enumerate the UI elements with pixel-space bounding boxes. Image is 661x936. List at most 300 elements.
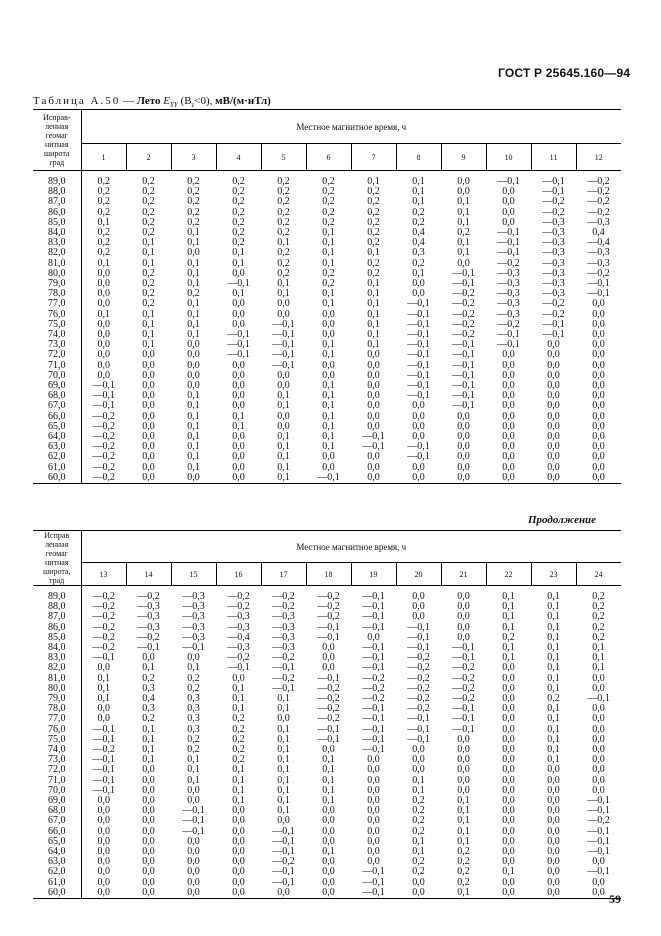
value-cell: 0,1 [412, 267, 425, 279]
latitude-cell: 72,0 [33, 350, 81, 360]
value-cell: 0,0 [592, 876, 605, 888]
value-cell: 0,1 [277, 461, 290, 473]
document-header: ГОСТ Р 25645.160—94 [498, 66, 631, 80]
value-cell: —0,1 [137, 642, 160, 654]
value-cell: 0,1 [187, 308, 200, 320]
value-cell: 0,0 [592, 703, 605, 715]
value-cell: 0,1 [277, 441, 290, 453]
value-cell: 0,1 [142, 308, 155, 320]
value-cell: 0,0 [547, 339, 560, 351]
value-cell: 0,2 [592, 591, 605, 602]
value-cell: 0,1 [97, 308, 110, 320]
latitude-cell: 74,0 [33, 745, 81, 755]
value-cell: 0,0 [457, 611, 470, 623]
value-cell: —0,1 [362, 886, 385, 898]
value-cell: 0,0 [367, 856, 380, 868]
value-cell: —0,1 [587, 693, 610, 705]
value-cell: —0,2 [452, 288, 475, 300]
value-cell: —0,2 [587, 176, 610, 187]
value-cell: —0,1 [92, 380, 115, 392]
value-cell: —0,3 [137, 601, 160, 613]
value-cell: 0,0 [142, 369, 155, 381]
value-cell: 0,1 [232, 247, 245, 259]
value-cell: —0,1 [452, 349, 475, 361]
latitude-cell: 73,0 [33, 755, 81, 765]
value-cell: 0,0 [502, 390, 515, 402]
value-cell: 0,1 [322, 420, 335, 432]
value-cell: —0,1 [407, 441, 430, 453]
caption-unit: мВ/(м·нТл) [212, 95, 271, 107]
hour-header: 14 [126, 563, 171, 586]
value-cell: 0,1 [502, 866, 515, 878]
value-cell: —0,2 [272, 672, 295, 684]
value-cell: 0,0 [592, 744, 605, 756]
latitude-cell: 69,0 [33, 796, 81, 806]
value-cell: 0,0 [547, 431, 560, 443]
value-cell: 0,0 [412, 754, 425, 766]
continuation-label: Продолжение [528, 514, 597, 526]
value-cell: 0,0 [547, 471, 560, 483]
value-cell: 0,0 [142, 846, 155, 858]
value-cell: —0,3 [182, 611, 205, 623]
latitude-cell: 77,0 [33, 714, 81, 724]
latitude-cell: 67,0 [33, 816, 81, 826]
value-cell: 0,1 [322, 380, 335, 392]
value-cell: 0,2 [97, 237, 110, 249]
value-cell: 0,0 [592, 784, 605, 796]
latitude-cell: 82,0 [33, 248, 81, 258]
value-cell: 0,0 [367, 846, 380, 858]
value-cell: 0,0 [592, 431, 605, 443]
value-cell: 0,0 [502, 369, 515, 381]
value-cell: 0,0 [412, 471, 425, 483]
value-cell: 0,1 [547, 744, 560, 756]
value-cell: 0,2 [502, 631, 515, 643]
value-cell: 0,1 [187, 662, 200, 674]
value-cell: 0,1 [187, 329, 200, 341]
value-cell: 0,1 [457, 805, 470, 817]
caption-symbol: E [160, 95, 170, 107]
row-header-line: Исправ- [42, 113, 71, 122]
value-cell: 0,0 [502, 359, 515, 371]
value-cell: —0,1 [317, 471, 340, 483]
value-cell: 0,1 [187, 298, 200, 310]
value-cell: 0,2 [322, 216, 335, 228]
value-cell: 0,0 [232, 461, 245, 473]
value-cell: 0,1 [187, 410, 200, 422]
value-cell: 0,0 [142, 866, 155, 878]
value-cell: —0,3 [227, 621, 250, 633]
value-cell: 0,0 [592, 420, 605, 432]
value-cell: —0,1 [272, 835, 295, 847]
value-cell: 0,1 [142, 237, 155, 249]
latitude-cell: 83,0 [33, 653, 81, 663]
value-cell: —0,3 [182, 591, 205, 602]
value-cell: —0,3 [542, 227, 565, 239]
value-cell: —0,3 [182, 631, 205, 643]
value-cell: 0,1 [322, 247, 335, 259]
value-cell: 0,1 [187, 451, 200, 463]
value-cell: 0,0 [367, 369, 380, 381]
value-cell: —0,1 [587, 795, 610, 807]
value-cell: —0,1 [452, 400, 475, 412]
value-cell: —0,1 [542, 186, 565, 198]
value-cell: 0,1 [457, 825, 470, 837]
value-cell: 0,0 [322, 652, 335, 664]
value-cell: 0,2 [142, 196, 155, 208]
value-cell: 0,1 [592, 642, 605, 654]
value-cell: 0,0 [187, 795, 200, 807]
latitude-cell: 71,0 [33, 776, 81, 786]
value-cell: 0,2 [142, 206, 155, 218]
value-cell: 0,0 [322, 876, 335, 888]
value-cell: 0,1 [322, 410, 335, 422]
value-cell: —0,2 [92, 471, 115, 483]
value-cell: 0,0 [547, 451, 560, 463]
hour-header: 8 [396, 144, 441, 171]
value-cell: 0,2 [142, 176, 155, 187]
value-cell: 0,0 [547, 441, 560, 453]
hour-header: 17 [261, 563, 306, 586]
value-cell: 0,2 [97, 206, 110, 218]
value-cell: 0,0 [367, 359, 380, 371]
value-cell: 0,0 [187, 784, 200, 796]
value-cell: 0,2 [412, 216, 425, 228]
value-cell: 0,1 [367, 339, 380, 351]
latitude-cell: 67,0 [33, 401, 81, 411]
value-cell: —0,3 [272, 631, 295, 643]
value-cell: 0,1 [547, 754, 560, 766]
value-cell: 0,0 [277, 380, 290, 392]
value-cell: 0,1 [367, 176, 380, 187]
hours-header-row [33, 563, 621, 586]
value-cell: —0,2 [92, 431, 115, 443]
value-cell: —0,2 [272, 856, 295, 868]
value-cell: 0,0 [502, 206, 515, 218]
value-cell: 0,2 [97, 186, 110, 198]
value-cell: —0,3 [587, 247, 610, 259]
value-cell: —0,1 [92, 764, 115, 776]
value-cell: —0,3 [227, 642, 250, 654]
value-cell: —0,1 [452, 642, 475, 654]
latitude-cell: 66,0 [33, 412, 81, 422]
value-cell: 0,0 [232, 866, 245, 878]
value-cell: 0,0 [547, 400, 560, 412]
value-cell: 0,2 [187, 682, 200, 694]
value-cell: 0,0 [232, 805, 245, 817]
value-cell: 0,1 [412, 774, 425, 786]
value-cell: 0,0 [187, 876, 200, 888]
hour-header: 1 [81, 144, 126, 171]
value-cell: 0,1 [367, 329, 380, 341]
latitude-cell: 86,0 [33, 623, 81, 633]
value-cell: 0,2 [187, 744, 200, 756]
value-cell: 0,1 [187, 441, 200, 453]
value-cell: —0,2 [317, 713, 340, 725]
value-cell: 0,0 [232, 267, 245, 279]
value-cell: 0,1 [277, 805, 290, 817]
value-cell: —0,1 [272, 846, 295, 858]
value-cell: 0,0 [457, 784, 470, 796]
value-cell: 0,1 [322, 846, 335, 858]
value-cell: —0,3 [497, 308, 520, 320]
value-cell: —0,1 [362, 703, 385, 715]
value-cell: 0,0 [457, 733, 470, 745]
value-cell: 0,0 [502, 672, 515, 684]
value-cell: —0,3 [227, 611, 250, 623]
value-cell: 0,0 [97, 805, 110, 817]
value-cell: 0,1 [367, 278, 380, 290]
value-cell: 0,2 [412, 866, 425, 878]
value-cell: 0,2 [592, 611, 605, 623]
value-cell: 0,1 [457, 835, 470, 847]
hour-header: 5 [261, 144, 306, 171]
value-cell: —0,2 [92, 642, 115, 654]
value-cell: 0,0 [592, 318, 605, 330]
value-cell: 0,0 [457, 431, 470, 443]
value-cell: —0,2 [317, 591, 340, 602]
value-cell: 0,0 [457, 471, 470, 483]
value-cell: —0,1 [182, 805, 205, 817]
value-cell: 0,1 [502, 652, 515, 664]
value-cell: 0,0 [277, 420, 290, 432]
value-cell: 0,0 [457, 441, 470, 453]
value-cell: 0,2 [322, 196, 335, 208]
value-cell: —0,1 [542, 329, 565, 341]
value-cell: —0,1 [317, 723, 340, 735]
value-cell: 0,0 [142, 835, 155, 847]
value-cell: —0,1 [362, 611, 385, 623]
value-cell: 0,0 [592, 308, 605, 320]
value-cell: 0,2 [142, 288, 155, 300]
value-cell: —0,2 [452, 662, 475, 674]
value-cell: 0,0 [97, 369, 110, 381]
value-cell: 0,1 [187, 267, 200, 279]
value-cell: 0,1 [547, 652, 560, 664]
value-cell: —0,3 [542, 278, 565, 290]
value-cell: 0,0 [367, 774, 380, 786]
value-cell: 0,1 [502, 642, 515, 654]
value-cell: 0,0 [142, 441, 155, 453]
latitude-cell: 68,0 [33, 391, 81, 401]
value-cell: 0,1 [232, 288, 245, 300]
value-cell: 0,2 [232, 196, 245, 208]
value-cell: 0,0 [97, 359, 110, 371]
value-cell: 0,1 [277, 471, 290, 483]
value-cell: 0,0 [142, 420, 155, 432]
value-cell: 0,1 [547, 601, 560, 613]
value-cell: —0,1 [407, 339, 430, 351]
value-cell: —0,1 [452, 359, 475, 371]
value-cell: —0,2 [452, 672, 475, 684]
value-cell: 0,1 [187, 420, 200, 432]
value-cell: 0,1 [457, 196, 470, 208]
value-cell: 0,1 [457, 247, 470, 259]
value-cell: 0,0 [97, 288, 110, 300]
value-cell: —0,1 [452, 267, 475, 279]
row-header-cell [33, 110, 81, 171]
value-cell: 0,0 [367, 764, 380, 776]
latitude-cell: 70,0 [33, 371, 81, 381]
value-cell: 0,2 [97, 196, 110, 208]
value-cell: 0,0 [322, 308, 335, 320]
value-cell: 0,2 [142, 267, 155, 279]
value-cell: —0,2 [587, 815, 610, 827]
value-cell: 0,1 [232, 420, 245, 432]
value-cell: 0,1 [142, 339, 155, 351]
value-cell: —0,1 [182, 815, 205, 827]
latitude-cell: 60,0 [33, 473, 81, 484]
value-cell: 0,2 [277, 196, 290, 208]
value-cell: 0,0 [502, 420, 515, 432]
value-cell: 0,0 [97, 866, 110, 878]
latitude-cell: 62,0 [33, 452, 81, 462]
hour-header: 18 [306, 563, 351, 586]
value-cell: 0,0 [97, 349, 110, 361]
value-cell: 0,0 [187, 380, 200, 392]
row-header-line: ленная [45, 540, 69, 549]
value-cell: 0,0 [367, 471, 380, 483]
value-cell: 0,0 [502, 662, 515, 674]
value-cell: 0,0 [322, 451, 335, 463]
value-cell: —0,1 [362, 652, 385, 664]
value-cell: 0,0 [277, 886, 290, 898]
value-cell: 0,0 [142, 471, 155, 483]
value-cell: 0,0 [232, 318, 245, 330]
row-header-line: геомаг [45, 549, 68, 558]
value-cell: 0,0 [547, 380, 560, 392]
value-cell: 0,0 [187, 886, 200, 898]
latitude-cell: 74,0 [33, 330, 81, 340]
value-cell: 0,0 [547, 349, 560, 361]
latitude-cell: 75,0 [33, 735, 81, 745]
value-cell: 0,1 [142, 247, 155, 259]
value-cell: —0,1 [452, 369, 475, 381]
value-cell: —0,1 [362, 601, 385, 613]
value-cell: 0,1 [232, 703, 245, 715]
value-cell: 0,4 [592, 227, 605, 239]
table-row [33, 888, 621, 899]
value-cell: 0,0 [457, 631, 470, 643]
value-cell: 0,0 [142, 380, 155, 392]
value-cell: 0,0 [412, 611, 425, 623]
value-cell: 0,1 [232, 257, 245, 269]
value-cell: 0,0 [322, 805, 335, 817]
value-cell: 0,0 [457, 601, 470, 613]
value-cell: —0,2 [407, 703, 430, 715]
value-cell: 0,0 [592, 733, 605, 745]
value-cell: 0,0 [547, 461, 560, 473]
latitude-cell: 82,0 [33, 663, 81, 673]
value-cell: 0,0 [592, 672, 605, 684]
value-cell: 0,0 [187, 866, 200, 878]
latitude-cell: 63,0 [33, 857, 81, 867]
value-cell: —0,1 [272, 866, 295, 878]
value-cell: 0,1 [142, 723, 155, 735]
value-cell: 0,0 [187, 339, 200, 351]
value-cell: 0,0 [502, 764, 515, 776]
value-cell: —0,2 [452, 298, 475, 310]
value-cell: 0,0 [142, 774, 155, 786]
value-cell: —0,2 [452, 682, 475, 694]
hour-header: 23 [531, 563, 576, 586]
value-cell: —0,3 [497, 288, 520, 300]
latitude-cell: 71,0 [33, 361, 81, 371]
value-cell: 0,1 [547, 733, 560, 745]
value-cell: 0,2 [232, 713, 245, 725]
value-cell: 0,1 [97, 257, 110, 269]
hour-header: 2 [126, 144, 171, 171]
value-cell: 0,1 [547, 682, 560, 694]
value-cell: 0,0 [187, 856, 200, 868]
value-cell: —0,2 [407, 662, 430, 674]
value-cell: 0,2 [232, 176, 245, 187]
hour-header: 9 [441, 144, 486, 171]
value-cell: 0,0 [142, 410, 155, 422]
value-cell: —0,1 [92, 652, 115, 664]
value-cell: —0,2 [137, 631, 160, 643]
value-cell: 0,0 [457, 754, 470, 766]
value-cell: —0,1 [407, 723, 430, 735]
value-cell: 0,0 [502, 754, 515, 766]
value-cell: —0,1 [182, 642, 205, 654]
value-cell: 0,0 [322, 662, 335, 674]
value-cell: 0,0 [232, 308, 245, 320]
value-cell: 0,0 [367, 349, 380, 361]
value-cell: 0,0 [502, 471, 515, 483]
value-cell: 0,1 [457, 237, 470, 249]
latitude-cell: 85,0 [33, 218, 81, 228]
value-cell: 0,3 [187, 713, 200, 725]
value-cell: —0,2 [587, 267, 610, 279]
value-cell: 0,0 [592, 441, 605, 453]
latitude-cell: 60,0 [33, 888, 81, 899]
value-cell: 0,0 [97, 298, 110, 310]
value-cell: 0,1 [322, 288, 335, 300]
value-cell: 0,0 [592, 461, 605, 473]
value-cell: —0,3 [587, 216, 610, 228]
value-cell: 0,1 [187, 754, 200, 766]
hour-header: 19 [351, 563, 396, 586]
value-cell: 0,0 [502, 186, 515, 198]
value-cell: 0,0 [457, 591, 470, 602]
value-cell: 0,0 [232, 815, 245, 827]
latitude-cell: 89,0 [33, 592, 81, 602]
latitude-cell: 87,0 [33, 612, 81, 622]
value-cell: 0,0 [547, 764, 560, 776]
value-cell: 0,1 [322, 237, 335, 249]
value-cell: 0,2 [322, 206, 335, 218]
value-cell: 0,3 [187, 703, 200, 715]
value-cell: —0,2 [92, 451, 115, 463]
value-cell: 0,0 [502, 886, 515, 898]
value-cell: 0,2 [412, 825, 425, 837]
value-cell: 0,0 [547, 369, 560, 381]
value-cell: 0,0 [322, 369, 335, 381]
value-cell: 0,1 [232, 682, 245, 694]
value-cell: 0,0 [187, 369, 200, 381]
value-cell: 0,0 [232, 369, 245, 381]
value-cell: 0,0 [322, 856, 335, 868]
value-cell: 0,1 [277, 703, 290, 715]
value-cell: 0,0 [232, 825, 245, 837]
latitude-cell: 89,0 [33, 177, 81, 187]
value-cell: 0,0 [502, 349, 515, 361]
value-cell: 0,0 [592, 682, 605, 694]
value-cell: —0,2 [497, 257, 520, 269]
value-cell: 0,0 [502, 856, 515, 868]
value-cell: 0,0 [502, 815, 515, 827]
